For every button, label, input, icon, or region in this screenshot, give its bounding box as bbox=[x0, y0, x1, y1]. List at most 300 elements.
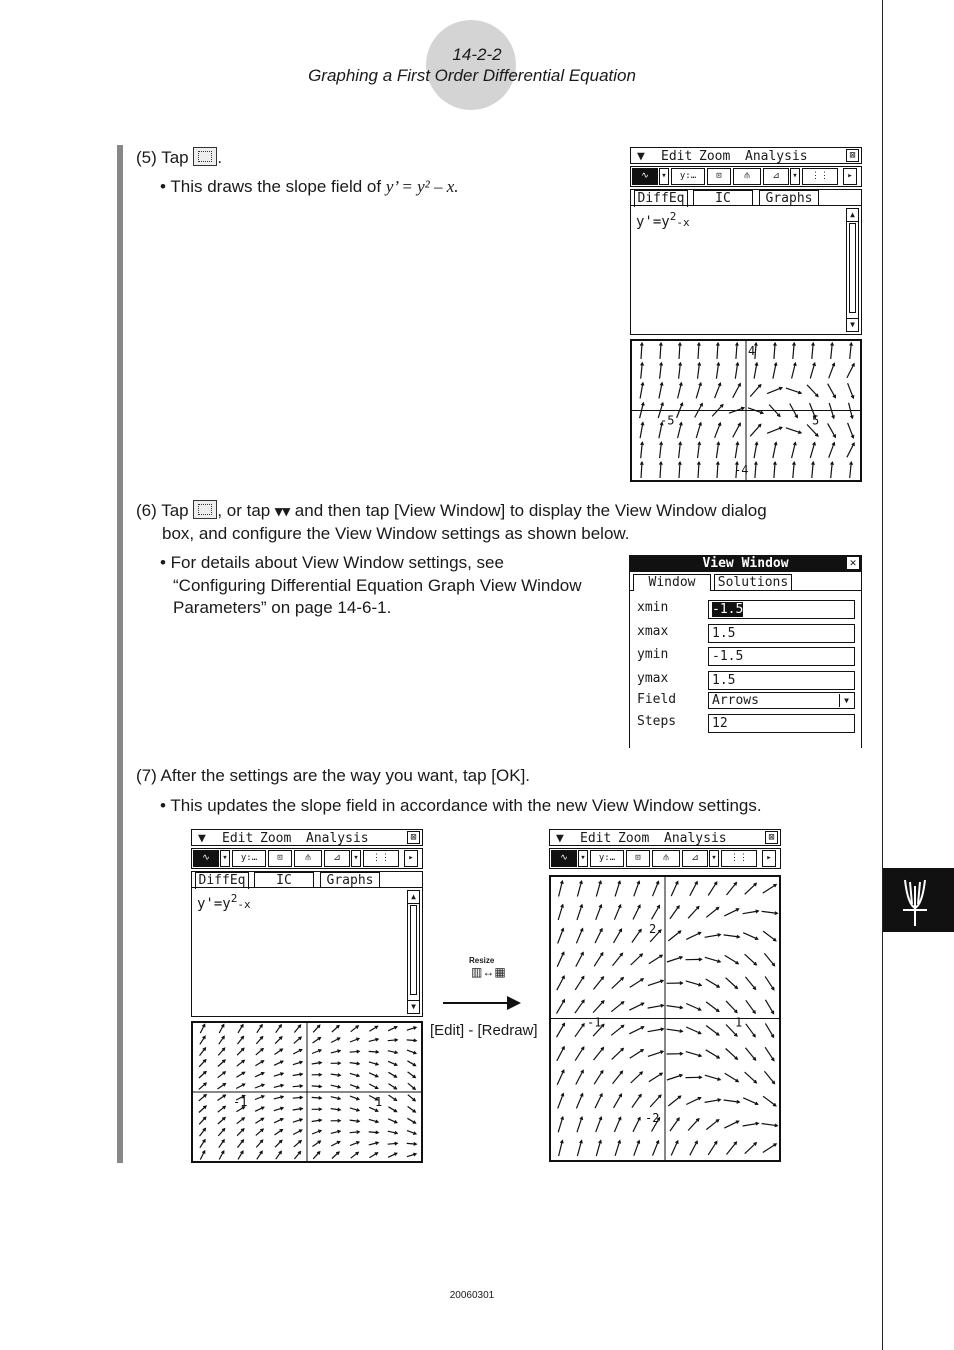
grid-icon[interactable]: ⋮⋮ bbox=[721, 850, 757, 867]
sketch-icon[interactable]: ⊿ bbox=[324, 850, 350, 867]
yx-toggle-button[interactable]: y:… bbox=[590, 850, 624, 867]
slope-arrow bbox=[653, 881, 659, 896]
slope-arrow bbox=[389, 1084, 397, 1089]
slope-arrow bbox=[668, 1096, 680, 1106]
tab-diffeq[interactable]: DiffEq bbox=[195, 872, 249, 889]
menu-zoom[interactable]: Zoom bbox=[699, 149, 731, 164]
scroll-right-icon[interactable]: ▸ bbox=[762, 850, 776, 867]
slope-arrow bbox=[716, 462, 719, 478]
view-window-icon[interactable]: ⊡ bbox=[268, 850, 292, 867]
slope-arrow bbox=[238, 1025, 243, 1033]
slope-arrow bbox=[615, 881, 620, 896]
slope-arrow bbox=[388, 1027, 397, 1031]
calc-screen-step5 bbox=[630, 147, 862, 482]
slope-arrow bbox=[236, 1084, 245, 1089]
slope-arrow bbox=[369, 1119, 378, 1122]
dropdown-icon[interactable]: ▾ bbox=[790, 168, 800, 185]
slope-arrow bbox=[218, 1095, 226, 1101]
slope-arrow bbox=[199, 1117, 206, 1124]
close-icon[interactable]: ⊠ bbox=[846, 149, 859, 162]
dropdown-icon[interactable]: ▾ bbox=[659, 168, 669, 185]
slope-arrow bbox=[848, 383, 854, 398]
slope-arrow bbox=[218, 1118, 225, 1125]
slope-arrow bbox=[389, 1095, 397, 1100]
close-icon[interactable]: ✕ bbox=[847, 557, 859, 569]
tab-graphs[interactable]: Graphs bbox=[759, 190, 819, 206]
draw-graph-icon[interactable]: ⫛ bbox=[652, 850, 680, 867]
slope-arrow bbox=[350, 1073, 359, 1076]
slope-arrow bbox=[331, 1141, 340, 1146]
page-title: Graphing a First Order Differential Equation bbox=[308, 66, 636, 85]
scroll-down-icon[interactable]: ▼ bbox=[847, 318, 858, 331]
slope-arrow bbox=[648, 1051, 663, 1057]
slope-arrow bbox=[631, 954, 643, 965]
slope-arrow bbox=[557, 1023, 565, 1037]
slope-arrow bbox=[274, 1073, 283, 1077]
slope-arrow bbox=[660, 442, 663, 458]
slope-arrow bbox=[640, 423, 644, 439]
slope-arrow bbox=[219, 1151, 224, 1160]
slope-arrow bbox=[733, 384, 741, 398]
slope-arrow bbox=[332, 1026, 339, 1033]
xmax-field[interactable]: 1.5 bbox=[708, 624, 855, 643]
step6-line1a: (6) Tap bbox=[136, 501, 189, 520]
slope-arrow bbox=[705, 1075, 720, 1080]
slope-arrow bbox=[725, 955, 739, 963]
tab-window[interactable]: Window bbox=[633, 574, 711, 591]
section-number: 14-2-2 bbox=[452, 45, 502, 64]
slope-arrow bbox=[754, 363, 758, 379]
slope-arrow bbox=[218, 1072, 226, 1078]
slope-arrow bbox=[614, 1094, 622, 1108]
slope-arrow bbox=[726, 978, 738, 989]
slope-arrow bbox=[650, 1095, 661, 1107]
slope-arrow bbox=[762, 911, 778, 914]
slope-arrow bbox=[613, 953, 623, 966]
resize-label: Resize bbox=[469, 956, 495, 965]
slope-arrow bbox=[697, 462, 700, 478]
tab-ic[interactable]: IC bbox=[254, 872, 314, 888]
slope-arrow bbox=[660, 363, 663, 379]
menu-analysis[interactable]: Analysis bbox=[664, 831, 727, 846]
tab-diffeq[interactable]: DiffEq bbox=[634, 190, 688, 207]
graph-type-icon[interactable]: ∿ bbox=[551, 850, 577, 867]
slope-arrow bbox=[767, 427, 782, 433]
slope-arrow bbox=[199, 1083, 206, 1089]
menu-analysis[interactable]: Analysis bbox=[306, 831, 369, 846]
slope-arrow bbox=[408, 1083, 415, 1089]
slope-arrow bbox=[369, 1084, 378, 1089]
slope-arrow bbox=[828, 384, 836, 398]
slope-arrow bbox=[293, 1096, 303, 1099]
slope-arrow bbox=[670, 906, 679, 919]
menu-edit[interactable]: Edit bbox=[222, 831, 254, 846]
step5-bullet-text: • This draws the slope field of bbox=[160, 177, 382, 196]
slope-arrow bbox=[632, 929, 641, 942]
close-icon[interactable]: ⊠ bbox=[407, 831, 420, 844]
slope-arrow bbox=[238, 1151, 243, 1159]
toolbar bbox=[630, 166, 862, 187]
slope-arrow bbox=[369, 1142, 378, 1145]
slope-arrow bbox=[237, 1129, 244, 1136]
ymin-field[interactable]: -1.5 bbox=[708, 647, 855, 666]
slope-arrow bbox=[697, 343, 700, 359]
slope-arrow bbox=[313, 1038, 321, 1044]
step7-line1: (7) After the settings are the way you want, tap [OK]. bbox=[136, 766, 531, 785]
slope-arrow bbox=[649, 1073, 662, 1082]
slope-arrow bbox=[733, 423, 741, 437]
slope-field-graph[interactable] bbox=[191, 1021, 423, 1163]
arrow-right-icon bbox=[507, 996, 521, 1010]
slope-arrow bbox=[631, 1072, 643, 1083]
slope-arrow bbox=[408, 1095, 415, 1101]
slope-arrow bbox=[350, 1050, 360, 1053]
slope-arrow bbox=[850, 343, 853, 359]
slope-arrow bbox=[634, 881, 640, 896]
slope-arrow bbox=[559, 881, 564, 897]
slope-arrow bbox=[667, 1006, 683, 1009]
slope-arrow bbox=[200, 1024, 205, 1033]
menu-edit[interactable]: Edit bbox=[661, 149, 693, 164]
slope-arrow bbox=[293, 1085, 303, 1088]
slope-arrow bbox=[596, 905, 602, 920]
scroll-right-icon[interactable]: ▸ bbox=[843, 168, 857, 185]
slope-arrow bbox=[407, 1027, 416, 1031]
slope-arrow bbox=[743, 1122, 759, 1126]
tab-bar bbox=[191, 871, 423, 888]
slope-arrow bbox=[793, 462, 796, 478]
view-window-icon[interactable] bbox=[193, 500, 217, 519]
scroll-right-icon[interactable]: ▸ bbox=[404, 850, 418, 867]
graph-type-icon[interactable]: ∿ bbox=[632, 168, 658, 185]
slope-arrow bbox=[716, 363, 719, 379]
slope-arrow bbox=[255, 1118, 263, 1123]
menu-chevron-icon[interactable]: ▼ bbox=[198, 831, 206, 846]
slope-arrow bbox=[275, 1049, 283, 1055]
slope-arrow bbox=[696, 423, 701, 438]
dropdown-icon[interactable]: ▾ bbox=[578, 850, 588, 867]
slope-arrow bbox=[630, 979, 643, 988]
tick-label-x-left: -1 bbox=[587, 1015, 602, 1030]
sketch-icon[interactable]: ⊿ bbox=[682, 850, 708, 867]
slope-arrow bbox=[746, 1000, 755, 1013]
graph-type-icon[interactable]: ∿ bbox=[193, 850, 219, 867]
view-window-dialog bbox=[629, 555, 862, 748]
slope-arrow bbox=[633, 1118, 640, 1132]
slope-arrow bbox=[743, 1098, 758, 1105]
slope-arrow bbox=[686, 1052, 701, 1057]
slope-arrow bbox=[596, 881, 601, 896]
slope-arrow bbox=[629, 1003, 643, 1010]
step5-equation: y’ = y² – x. bbox=[385, 177, 459, 196]
slope-arrow bbox=[686, 1004, 701, 1011]
toolbar bbox=[191, 848, 423, 869]
field-label: Field bbox=[637, 692, 677, 707]
slope-arrow bbox=[767, 387, 782, 393]
slope-arrow bbox=[275, 1130, 283, 1136]
slope-arrow bbox=[369, 1131, 379, 1134]
slope-arrow bbox=[764, 1071, 774, 1083]
diffeq-app-icon bbox=[883, 868, 954, 932]
equation-editor[interactable] bbox=[191, 887, 423, 1017]
step6-line1 bbox=[136, 499, 767, 523]
slope-arrow bbox=[829, 443, 835, 458]
slope-arrow bbox=[611, 1002, 623, 1012]
ymax-label: ymax bbox=[637, 671, 669, 686]
slope-arrow bbox=[200, 1151, 205, 1160]
slope-arrow bbox=[679, 442, 682, 458]
slope-arrow bbox=[743, 933, 758, 940]
slope-arrow bbox=[810, 443, 815, 458]
slope-arrow bbox=[218, 1048, 224, 1055]
slope-arrow bbox=[594, 953, 603, 967]
tick-label-x-left: -5 bbox=[660, 413, 675, 428]
slope-arrow bbox=[688, 1119, 699, 1131]
slope-arrow bbox=[764, 953, 774, 965]
slope-arrow bbox=[726, 1049, 738, 1060]
slope-arrow bbox=[200, 1048, 206, 1056]
slope-arrow bbox=[595, 929, 602, 943]
slope-arrow bbox=[369, 1153, 377, 1158]
grid-icon[interactable]: ⋮⋮ bbox=[363, 850, 399, 867]
field-select[interactable] bbox=[708, 692, 855, 709]
view-window-icon[interactable]: ⊡ bbox=[707, 168, 731, 185]
steps-field[interactable]: 12 bbox=[708, 714, 855, 733]
slope-field-graph[interactable] bbox=[549, 875, 781, 1162]
xmin-field[interactable] bbox=[708, 600, 855, 619]
scroll-thumb[interactable] bbox=[849, 223, 856, 313]
slope-arrow bbox=[678, 383, 683, 399]
slope-arrow bbox=[274, 1119, 283, 1123]
slope-arrow bbox=[557, 976, 565, 990]
slope-arrow bbox=[613, 1071, 623, 1084]
menu-analysis[interactable]: Analysis bbox=[745, 149, 808, 164]
slope-arrow bbox=[706, 979, 720, 987]
grid-icon[interactable]: ⋮⋮ bbox=[802, 168, 838, 185]
slope-arrow bbox=[745, 1048, 755, 1060]
slope-arrow bbox=[293, 1119, 302, 1123]
equation-entry[interactable]: $y'=y^2-x$ bbox=[197, 892, 251, 912]
slope-field-icon[interactable] bbox=[193, 147, 217, 166]
slope-arrow bbox=[294, 1037, 301, 1043]
slope-arrow bbox=[312, 1130, 321, 1134]
slope-arrow bbox=[648, 1004, 664, 1008]
scroll-thumb[interactable] bbox=[410, 905, 417, 995]
step-sidebar-bar bbox=[117, 145, 123, 1163]
slope-arrow bbox=[659, 343, 662, 359]
tab-ic[interactable]: IC bbox=[693, 190, 753, 206]
slope-arrow bbox=[614, 905, 621, 920]
slope-arrow bbox=[350, 1131, 360, 1134]
slope-arrow bbox=[763, 885, 776, 894]
field-select-value: Arrows bbox=[712, 693, 759, 708]
slope-arrow bbox=[558, 1094, 564, 1109]
slope-arrow bbox=[831, 343, 834, 359]
dropdown-icon[interactable]: ▾ bbox=[709, 850, 719, 867]
resize-icon: ▥↔▦ bbox=[471, 965, 506, 979]
slope-arrow bbox=[557, 1047, 565, 1061]
slope-arrow bbox=[576, 1070, 584, 1084]
slope-arrow bbox=[667, 957, 682, 963]
menu-zoom[interactable]: Zoom bbox=[618, 831, 650, 846]
slope-arrow bbox=[407, 1118, 415, 1123]
slope-arrow bbox=[331, 1130, 340, 1133]
slope-arrow bbox=[649, 955, 662, 964]
arrow-line bbox=[443, 1002, 509, 1004]
draw-graph-icon[interactable]: ⫛ bbox=[294, 850, 322, 867]
slope-arrow bbox=[792, 443, 797, 459]
slope-arrow bbox=[671, 1141, 678, 1156]
close-icon[interactable]: ⊠ bbox=[765, 831, 778, 844]
step6-line1c: and then tap [View Window] to display the View Window dialog bbox=[294, 501, 767, 520]
slope-arrow bbox=[274, 1084, 283, 1087]
scrollbar[interactable] bbox=[407, 890, 420, 1014]
slope-arrow bbox=[640, 383, 644, 399]
slope-arrow bbox=[312, 1119, 322, 1122]
slope-arrow bbox=[219, 1140, 224, 1148]
xmin-label: xmin bbox=[637, 600, 669, 615]
tab-solutions[interactable]: Solutions bbox=[714, 574, 792, 590]
slope-arrow bbox=[640, 343, 643, 359]
slope-arrow bbox=[408, 1106, 416, 1112]
slope-field-svg bbox=[551, 877, 779, 1160]
slope-arrow bbox=[256, 1129, 263, 1135]
slope-arrow bbox=[847, 443, 854, 457]
tab-graphs[interactable]: Graphs bbox=[320, 872, 380, 888]
slope-arrow bbox=[577, 881, 582, 896]
slope-arrow bbox=[407, 1061, 415, 1066]
equation-entry[interactable]: $y'=y^2-x$ bbox=[636, 210, 690, 230]
slope-arrow bbox=[715, 423, 721, 438]
slope-arrow bbox=[595, 1094, 602, 1108]
slope-arrow bbox=[350, 1085, 359, 1089]
slope-arrow bbox=[773, 363, 777, 379]
footer-date: 20060301 bbox=[449, 1290, 495, 1301]
slope-arrow bbox=[812, 343, 815, 359]
ymax-field[interactable]: 1.5 bbox=[708, 671, 855, 690]
slope-arrow bbox=[705, 934, 721, 938]
slope-arrow bbox=[696, 383, 701, 398]
slope-arrow bbox=[577, 1117, 583, 1132]
slope-arrow bbox=[629, 1027, 643, 1034]
slope-arrow bbox=[576, 1094, 583, 1109]
slope-arrow bbox=[331, 1062, 341, 1065]
slope-arrow bbox=[773, 442, 777, 458]
menu-zoom[interactable]: Zoom bbox=[260, 831, 292, 846]
slope-arrow bbox=[388, 1142, 398, 1145]
slope-arrow bbox=[774, 462, 777, 478]
slope-arrow bbox=[388, 1072, 396, 1077]
slope-arrow bbox=[792, 363, 797, 379]
scroll-up-icon[interactable]: ▲ bbox=[408, 891, 419, 904]
slope-arrow bbox=[369, 1062, 378, 1065]
dropdown-arrow-icon[interactable]: ▼ bbox=[839, 694, 853, 707]
slope-arrow bbox=[351, 1152, 359, 1158]
slope-arrow bbox=[708, 1142, 717, 1155]
scroll-up-icon[interactable]: ▲ bbox=[847, 209, 858, 222]
slope-field-svg bbox=[632, 341, 860, 480]
chevron-down-icon[interactable]: ▾▾ bbox=[275, 503, 291, 520]
slope-arrow bbox=[594, 977, 604, 990]
slope-arrow bbox=[724, 1121, 738, 1128]
slope-arrow bbox=[708, 882, 717, 895]
slope-arrow bbox=[407, 1143, 417, 1146]
slope-arrow bbox=[594, 1048, 604, 1061]
menu-edit[interactable]: Edit bbox=[580, 831, 612, 846]
tab-bar bbox=[630, 189, 862, 206]
header-circle bbox=[426, 20, 516, 110]
slope-arrow bbox=[653, 1141, 659, 1156]
xmax-label: xmax bbox=[637, 624, 669, 639]
step5-prefix: (5) Tap bbox=[136, 148, 189, 167]
slope-arrow bbox=[238, 1140, 244, 1148]
slope-arrow bbox=[640, 462, 643, 478]
slope-arrow bbox=[670, 1118, 679, 1131]
slope-arrow bbox=[293, 1073, 303, 1076]
slope-arrow bbox=[715, 383, 721, 398]
menu-chevron-icon[interactable]: ▼ bbox=[637, 149, 645, 164]
slope-arrow bbox=[667, 982, 683, 985]
slope-arrow bbox=[369, 1026, 377, 1031]
slope-arrow bbox=[698, 363, 701, 379]
slope-arrow bbox=[255, 1107, 264, 1111]
slope-arrow bbox=[745, 954, 757, 965]
slope-arrow bbox=[847, 364, 854, 378]
view-window-icon[interactable]: ⊡ bbox=[626, 850, 650, 867]
slope-arrow bbox=[407, 1039, 417, 1042]
slope-arrow bbox=[671, 882, 678, 897]
slope-arrow bbox=[257, 1151, 262, 1159]
slope-arrow bbox=[659, 383, 663, 399]
slope-arrow bbox=[276, 1025, 282, 1033]
slope-arrow bbox=[351, 1026, 359, 1032]
yx-toggle-button[interactable]: y:… bbox=[671, 168, 705, 185]
yx-toggle-button[interactable]: y:… bbox=[232, 850, 266, 867]
slope-arrow bbox=[812, 462, 815, 478]
menu-chevron-icon[interactable]: ▼ bbox=[556, 831, 564, 846]
dropdown-icon[interactable]: ▾ bbox=[220, 850, 230, 867]
slope-arrow bbox=[577, 1141, 582, 1156]
equation-editor[interactable] bbox=[630, 205, 862, 335]
slope-arrow bbox=[276, 1151, 282, 1159]
sketch-icon[interactable]: ⊿ bbox=[763, 168, 789, 185]
slope-arrow bbox=[559, 1141, 564, 1157]
slope-arrow bbox=[690, 1141, 698, 1155]
slope-field-graph[interactable] bbox=[630, 339, 862, 482]
scroll-down-icon[interactable]: ▼ bbox=[408, 1000, 419, 1013]
slope-arrow bbox=[829, 363, 835, 378]
slope-arrow bbox=[725, 1073, 739, 1081]
slope-arrow bbox=[388, 1153, 397, 1157]
dropdown-icon[interactable]: ▾ bbox=[351, 850, 361, 867]
scrollbar[interactable] bbox=[846, 208, 859, 332]
slope-arrow bbox=[679, 363, 682, 379]
slope-arrow bbox=[575, 1047, 584, 1061]
tick-label-y-top: 2 bbox=[649, 922, 657, 936]
slope-arrow bbox=[614, 929, 622, 943]
draw-graph-icon[interactable]: ⫛ bbox=[733, 168, 761, 185]
slope-arrow bbox=[807, 385, 818, 397]
slope-arrow bbox=[577, 905, 583, 920]
slope-arrow bbox=[331, 1050, 340, 1053]
calc-screen-after bbox=[549, 829, 781, 1162]
slope-arrow bbox=[828, 423, 836, 437]
slope-arrow bbox=[350, 1142, 359, 1146]
slope-arrow bbox=[678, 423, 683, 439]
slope-arrow bbox=[735, 363, 739, 379]
slope-arrow bbox=[593, 1001, 604, 1013]
slope-arrow bbox=[557, 1000, 565, 1014]
